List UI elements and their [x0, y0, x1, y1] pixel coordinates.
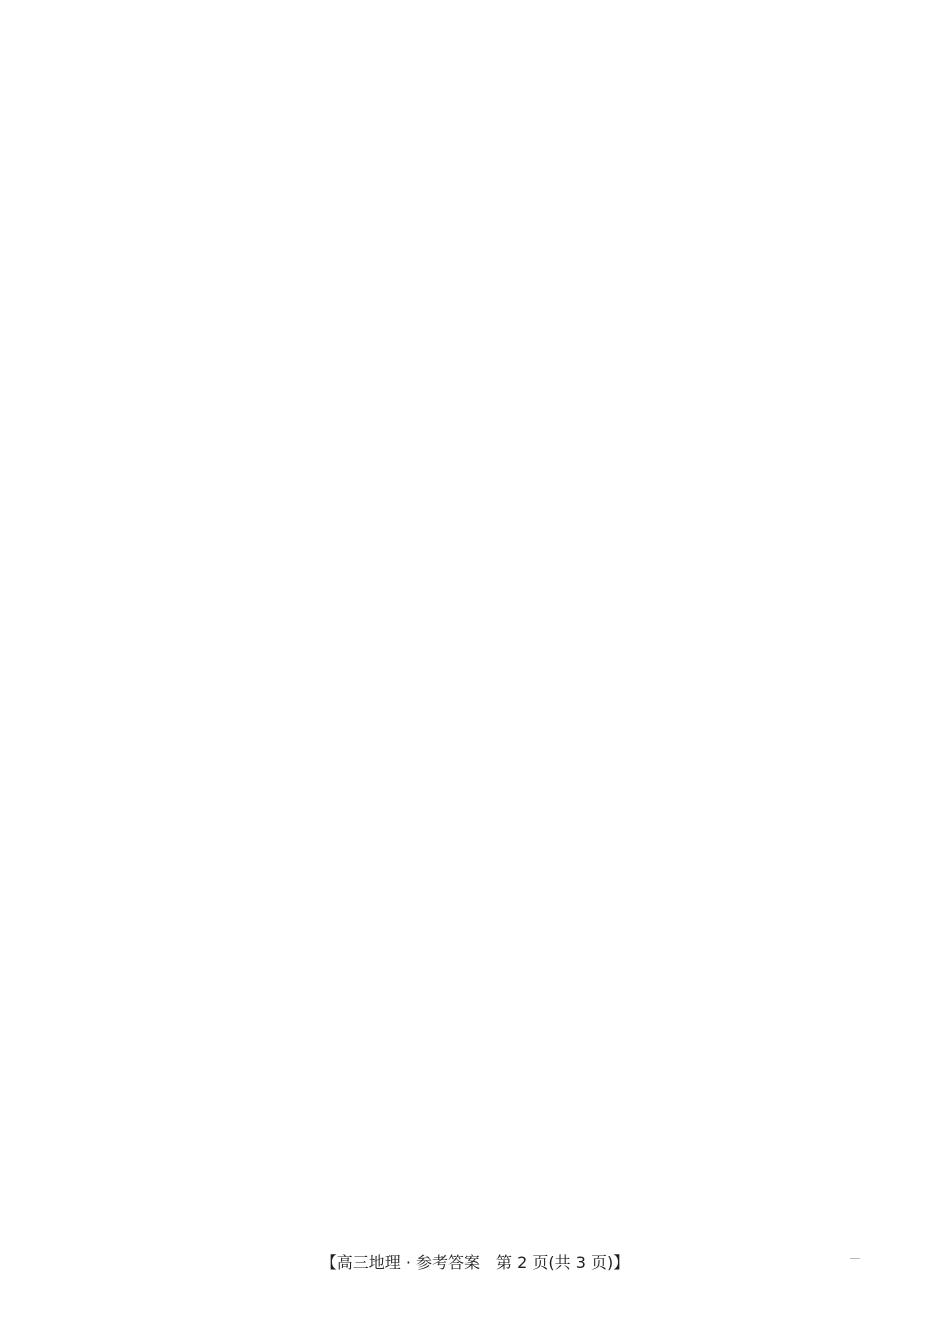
page-footer: 【高三地理 · 参考答案 第 2 页(共 3 页)】 — [320, 1253, 630, 1272]
scan-mark — [850, 1258, 860, 1259]
